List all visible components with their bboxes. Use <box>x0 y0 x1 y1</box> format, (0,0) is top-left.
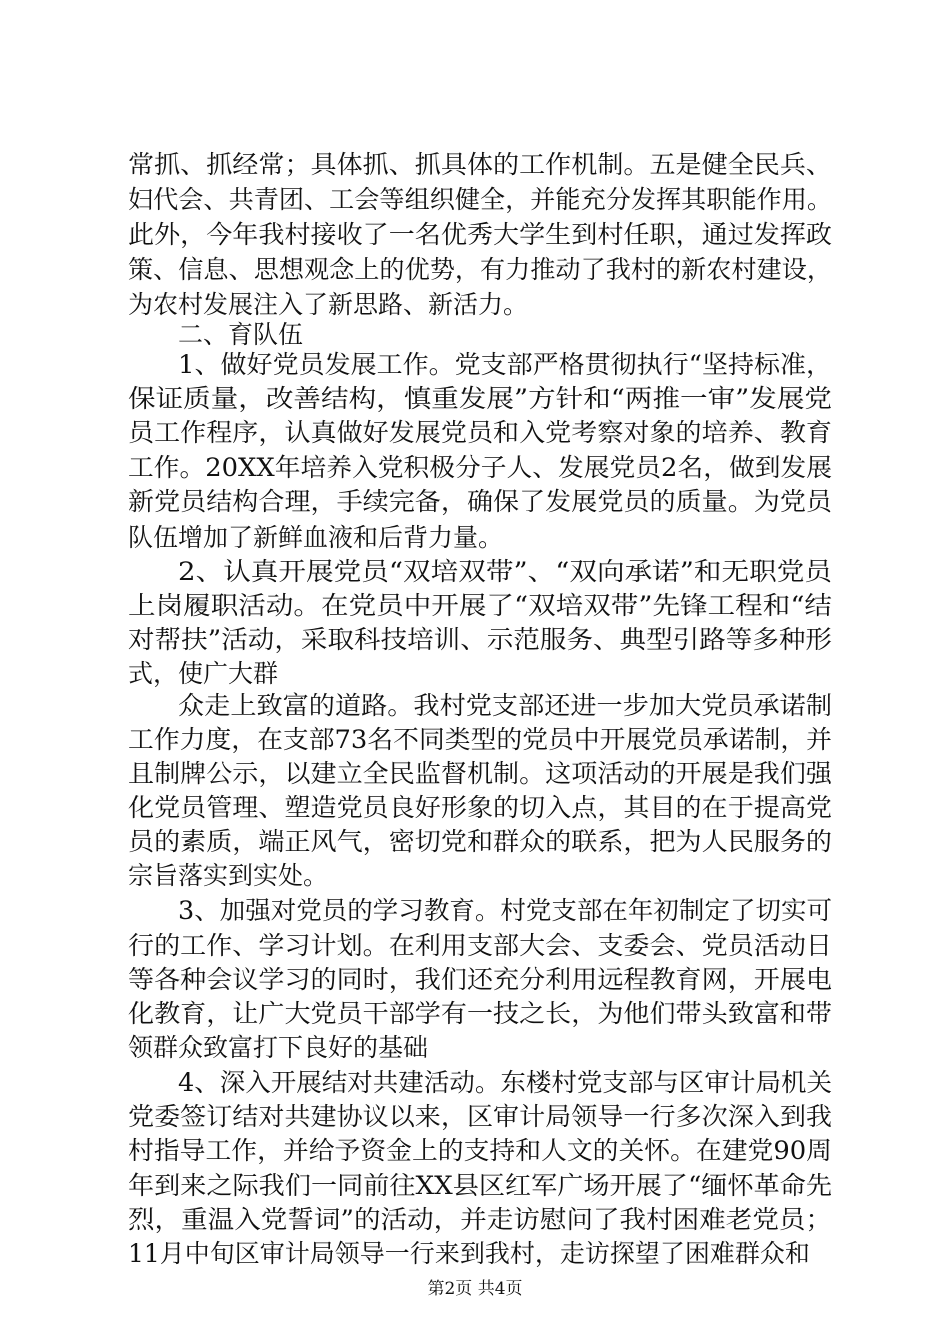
body-line: 工作。20XX年培养入党积极分子人、发展党员2名，做到发展 <box>128 453 832 482</box>
body-line: 众走上致富的道路。我村党支部还进一步加大党员承诺制 <box>178 691 832 720</box>
body-line: 工作力度，在支部73名不同类型的党员中开展党员承诺制，并 <box>128 725 832 754</box>
body-line: 式，使广大群 <box>128 659 279 688</box>
body-line: 对帮扶”活动，采取科技培训、示范服务、典型引路等多种形 <box>128 625 832 654</box>
body-line: 3、加强对党员的学习教育。村党支部在年初制定了切实可 <box>178 896 832 925</box>
body-line: 新党员结构合理，手续完备，确保了发展党员的质量。为党员 <box>128 487 832 516</box>
body-line: 宗旨落实到实处。 <box>128 861 329 890</box>
body-line: 领群众致富打下良好的基础 <box>128 1033 429 1062</box>
body-line: 2、认真开展党员“双培双带”、“双向承诺”和无职党员 <box>178 557 832 586</box>
body-line: 妇代会、共青团、工会等组织健全，并能充分发挥其职能作用。 <box>128 185 833 214</box>
body-line: 行的工作、学习计划。在利用支部大会、支委会、党员活动日 <box>128 931 832 960</box>
body-line: 等各种会议学习的同时，我们还充分利用远程教育网，开展电 <box>128 965 832 994</box>
body-line: 此外，今年我村接收了一名优秀大学生到村任职，通过发挥政 <box>128 220 832 249</box>
body-line: 化党员管理、塑造党员良好形象的切入点，其目的在于提高党 <box>128 793 832 822</box>
body-line: 队伍增加了新鲜血液和后背力量。 <box>128 523 504 552</box>
body-line: 村指导工作，并给予资金上的支持和人文的关怀。在建党90周 <box>128 1136 832 1165</box>
body-line: 年到来之际我们一同前往XX县区红军广场开展了“缅怀革命先 <box>128 1171 832 1200</box>
body-line: 二、育队伍 <box>178 320 304 349</box>
body-line: 4、深入开展结对共建活动。东楼村党支部与区审计局机关 <box>178 1068 832 1097</box>
body-line: 烈，重温入党誓词”的活动，并走访慰问了我村困难老党员； <box>128 1205 832 1234</box>
body-line: 员的素质，端正风气，密切党和群众的联系，把为人民服务的 <box>128 827 832 856</box>
body-line: 1、做好党员发展工作。党支部严格贯彻执行“坚持标准， <box>178 350 832 379</box>
body-line: 党委签订结对共建协议以来，区审计局领导一行多次深入到我 <box>128 1102 832 1131</box>
body-line: 员工作程序，认真做好发展党员和入党考察对象的培养、教育 <box>128 418 832 447</box>
body-line: 为农村发展注入了新思路、新活力。 <box>128 290 529 319</box>
body-line: 且制牌公示，以建立全民监督机制。这项活动的开展是我们强 <box>128 759 832 788</box>
body-line: 11月中旬区审计局领导一行来到我村，走访探望了困难群众和 <box>128 1239 810 1268</box>
body-line: 保证质量，改善结构，慎重发展”方针和“两推一审”发展党 <box>128 384 832 413</box>
body-line: 化教育，让广大党员干部学有一技之长，为他们带头致富和带 <box>128 999 832 1028</box>
body-line: 策、信息、思想观念上的优势，有力推动了我村的新农村建设， <box>128 255 833 284</box>
page-footer: 第2页 共4页 <box>427 1279 523 1299</box>
body-line: 上岗履职活动。在党员中开展了“双培双带”先锋工程和“结 <box>128 591 832 620</box>
body-line: 常抓、抓经常；具体抓、抓具体的工作机制。五是健全民兵、 <box>128 150 832 179</box>
